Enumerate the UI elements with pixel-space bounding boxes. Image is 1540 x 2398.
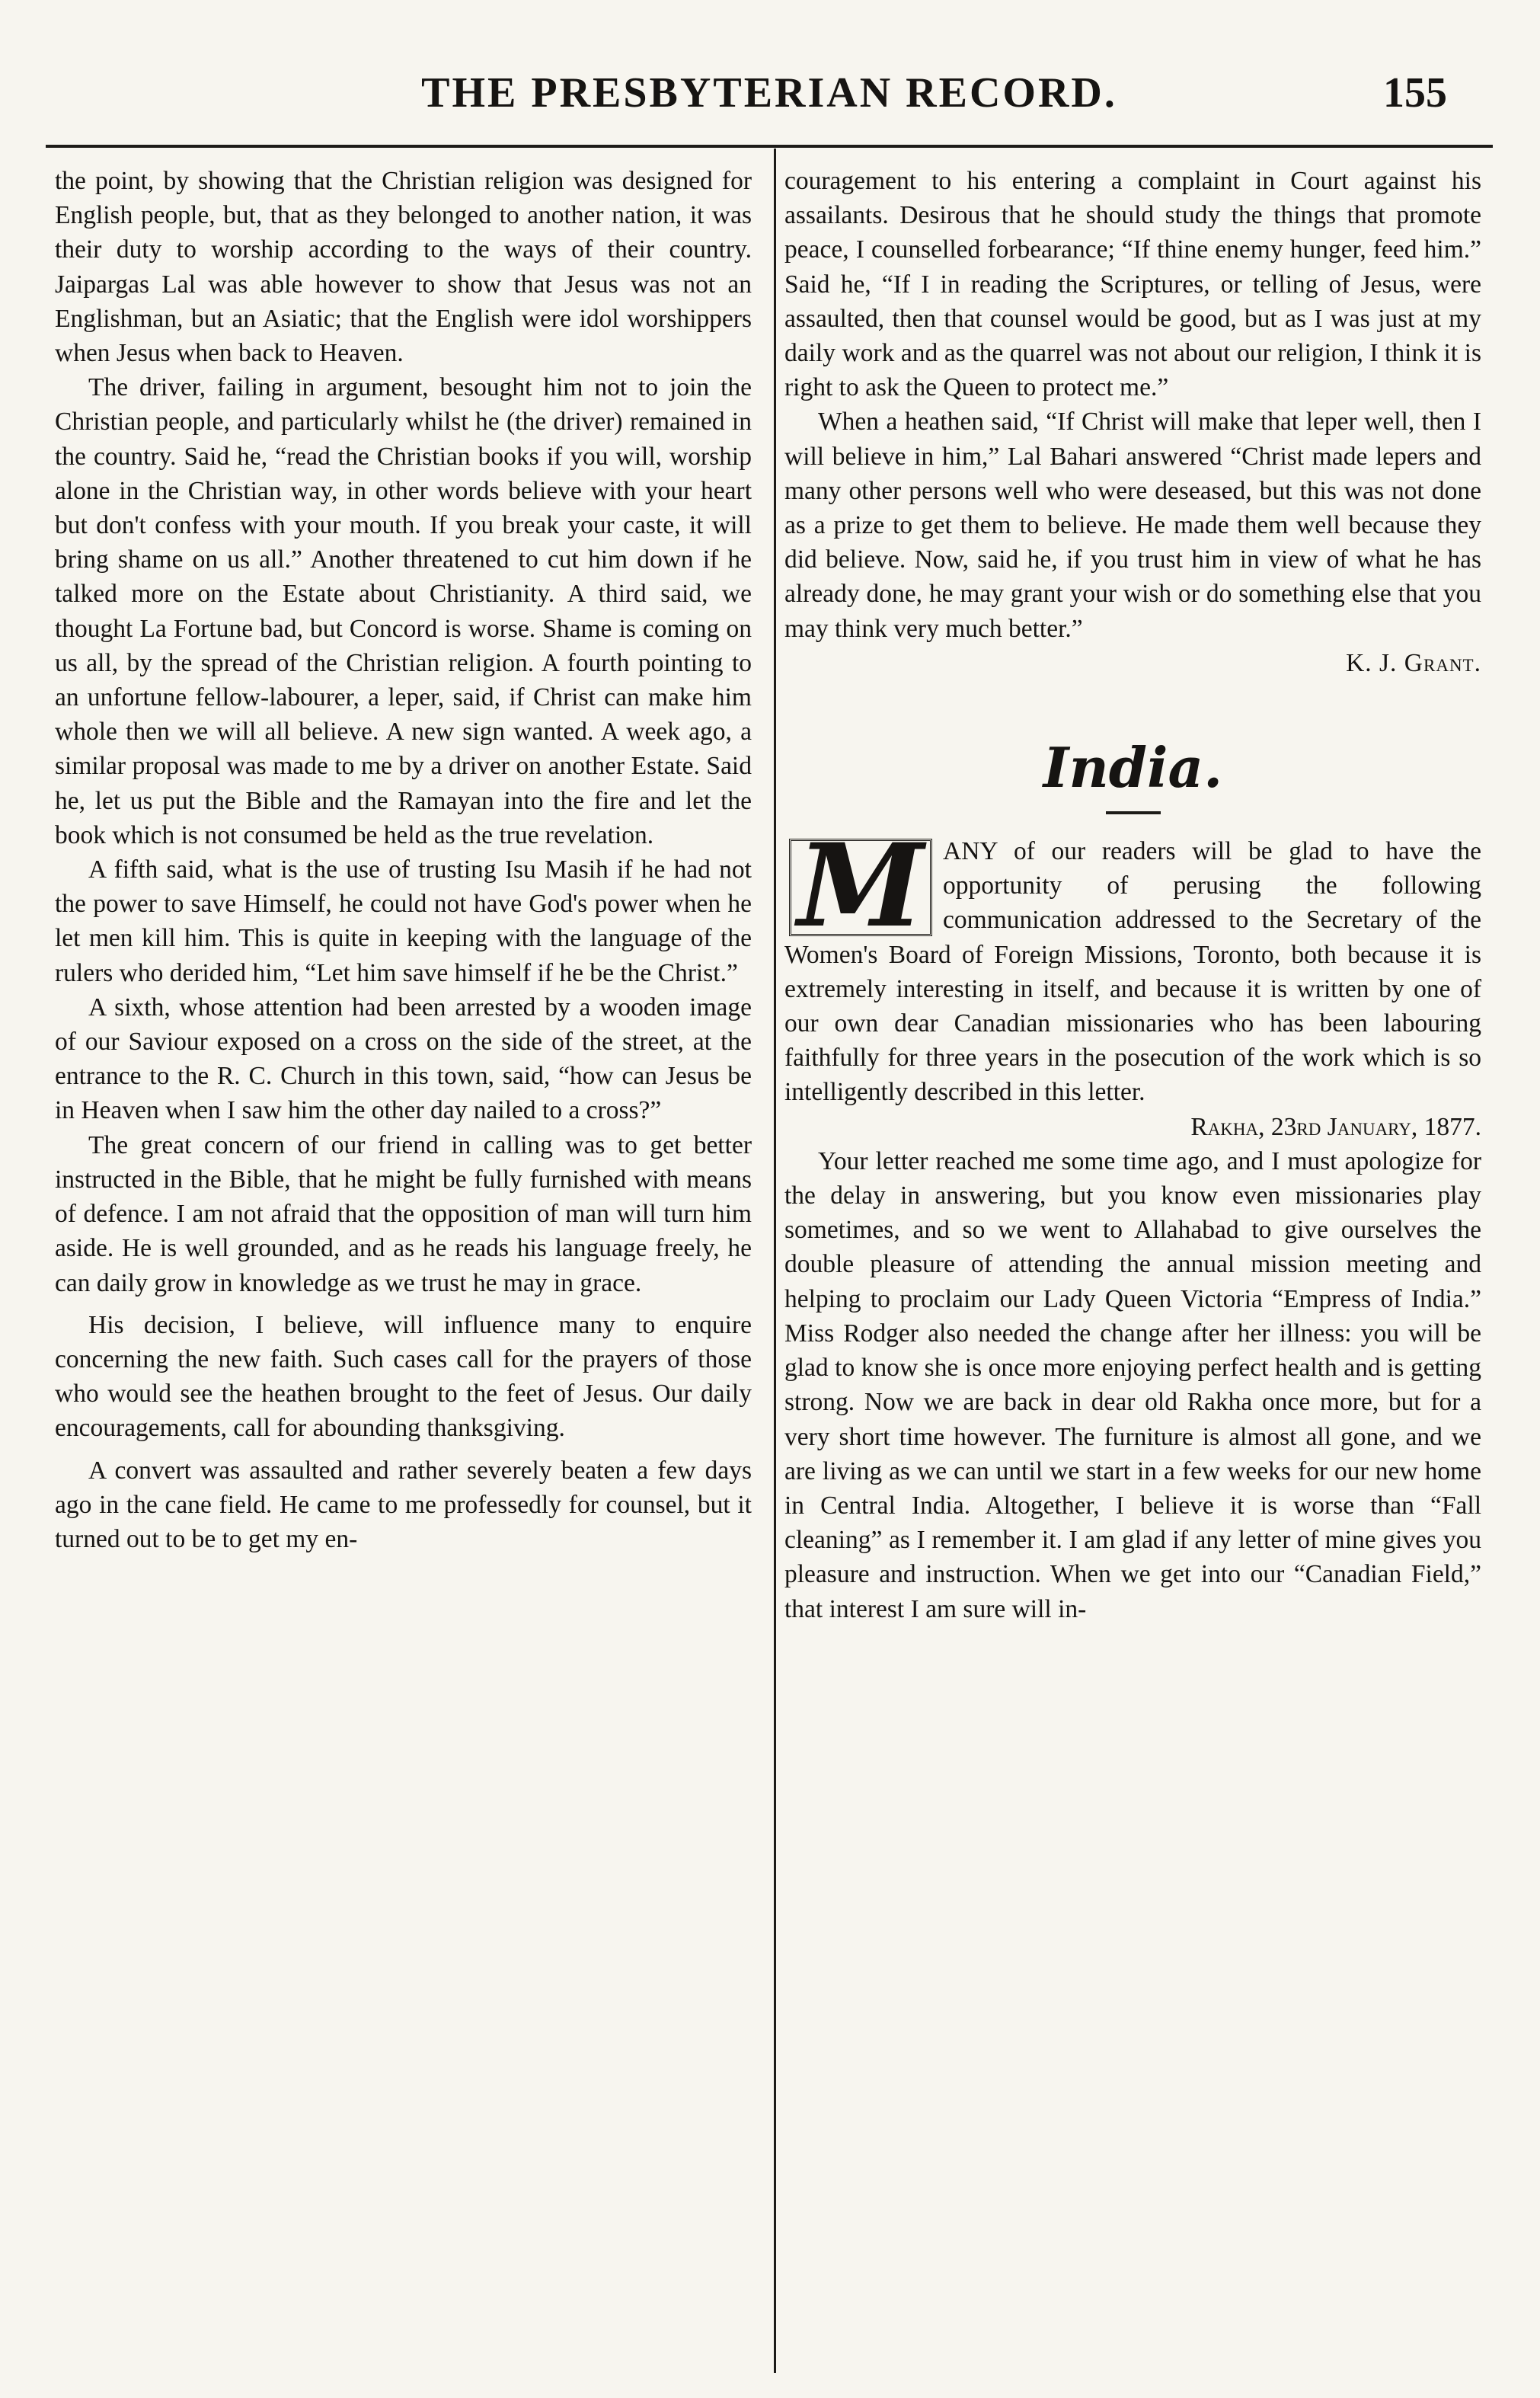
section-heading-india: India. [1043, 735, 1223, 801]
paragraph: When a heathen said, “If Christ will make that leper well, then I will believe in him,” Lal Bahari answered “Christ made lepers and many other persons well who were deseased, but this was not done as a prize to get them to believe. He made them well because they did believe. Now, said he, if you trust him in view of what he has already done, he may grant your wish or do something else that you may think very much better.” [784, 408, 1481, 643]
letter-paragraph: Your letter reached me some time ago, and I must apologize for the delay in answering, but you know even missionaries play sometimes, and so we went to Allahabad to give ourselves the double pleasure of attending the annual mission meeting and helping to proclaim our Lady Queen Victoria “Empress of India.” Miss Rodger also needed the change after her illness: you will be glad to know she is once more enjoying perfect health and is getting strong. Now we are back in dear old Rakha once more, but for a very short time however. The furniture is almost all gone, and we are living as we can until we start in a few weeks for our new home in Central India. Altogether, I believe it is worse than “Fall cleaning” as I remember it. I am glad if any letter of mine gives you pleasure and instruction. When we get into our “Canadian Field,” that interest I am sure will in- [784, 1146, 1481, 1623]
header-rule [46, 145, 1493, 148]
paragraph: A convert was assaulted and rather severely beaten a few days ago in the cane field. He came to me professedly for counsel, but it turned out to be to get my en- [55, 1456, 752, 1553]
left-column [55, 164, 752, 1556]
page-header [46, 61, 1493, 137]
paragraph: The driver, failing in argument, besought him not to join the Christian people, and particularly whilst he (the driver) remained in the country. Said he, “read the Christian books if you will, worship alone in the Christian way, in other words believe with your heart but don't confess with your mouth. If you break your caste, it will bring shame on us all.” Another threatened to cut him down if he talked more on the Estate about Christianity. A third said, we thought La Fortune bad, but Concord is worse. Shame is coming on us all, by the spread of the Christian religion. A fourth pointing to an unfortune fellow-labourer, a leper, said, if Christ can make him whole then we will all believe. A new sign wanted. A week ago, a similar proposal was made to me by a driver on another Estate. Said he, let us put the Bible and the Ramayan into the fire and let the book which is not consumed be held as the true revelation. [55, 373, 752, 849]
paragraph: couragement to his entering a complaint in Court against his assailants. Desirous that he should study the things that promote peace, I counselled forbearance; “If thine enemy hunger, feed him.” Said he, “If I in reading the Scriptures, or telling of Jesus, were assaulted, then that counsel would be good, but as I was just at my daily work and as the quarrel was not about our religion, I think it is right to ask the Queen to protect me.” [784, 167, 1481, 402]
paragraph: the point, by showing that the Christian religion was designed for English people, but, that as they belonged to another nation, it was their duty to worship according to the ways of their country. Jaipargas Lal was able however to show that Jesus was not an Englishman, but an Asiatic; that the English were idol worshippers when Jesus when back to Heaven. [55, 167, 752, 368]
section-rule [1106, 811, 1161, 814]
intro-text: ANY of our readers will be glad to have the opportunity of perusing the following communication addressed to the Secretary of the Women's Board of Foreign Missions, Toronto, both because it is extremely interesting in itself, and because it is written by one of our own dear Canadian missionaries who has been labouring faithfully for three years in the posecution of the work which is so intelligently described in this letter. [784, 837, 1481, 1107]
publication-title: THE PRESBYTERIAN RECORD. [421, 69, 1117, 117]
paragraph: A fifth said, what is the use of trusting Isu Masih if he had not the power to save Himself, he could not have God's power when he let men kill him. This is quite in keeping with the language of the rulers who derided him, “Let him save himself if he be the Christ.” [55, 855, 752, 987]
right-column [784, 164, 1481, 1626]
paragraph: A sixth, whose attention had been arrested by a wooden image of our Saviour exposed on a cross on the side of the street, at the entrance to the R. C. Church in this town, said, “how can Jesus be in Heaven when I saw him the other day nailed to a cross?” [55, 993, 752, 1125]
intro-paragraph [784, 819, 1481, 1110]
paragraph: The great concern of our friend in calling was to get better instructed in the Bible, that he might be fully furnished with means of defence. I am not afraid that the opposition of man will turn him aside. He is well grounded, and as he reads his language freely, he can daily grow in knowledge as we trust he may in grace. [55, 1130, 752, 1297]
paragraph: His decision, I believe, will influence many to enquire concerning the new faith. Such cases call for the prayers of those who would see the heathen brought to the feet of Jesus. Our daily encouragements, call for abounding thanksgiving. [55, 1310, 752, 1443]
dateline: Rakha, 23rd January, 1877. [1190, 1112, 1481, 1141]
drop-cap: M [789, 839, 932, 936]
column-divider [774, 149, 776, 2373]
page-number: 155 [1383, 69, 1447, 117]
signature: K. J. Grant. [1346, 648, 1481, 677]
